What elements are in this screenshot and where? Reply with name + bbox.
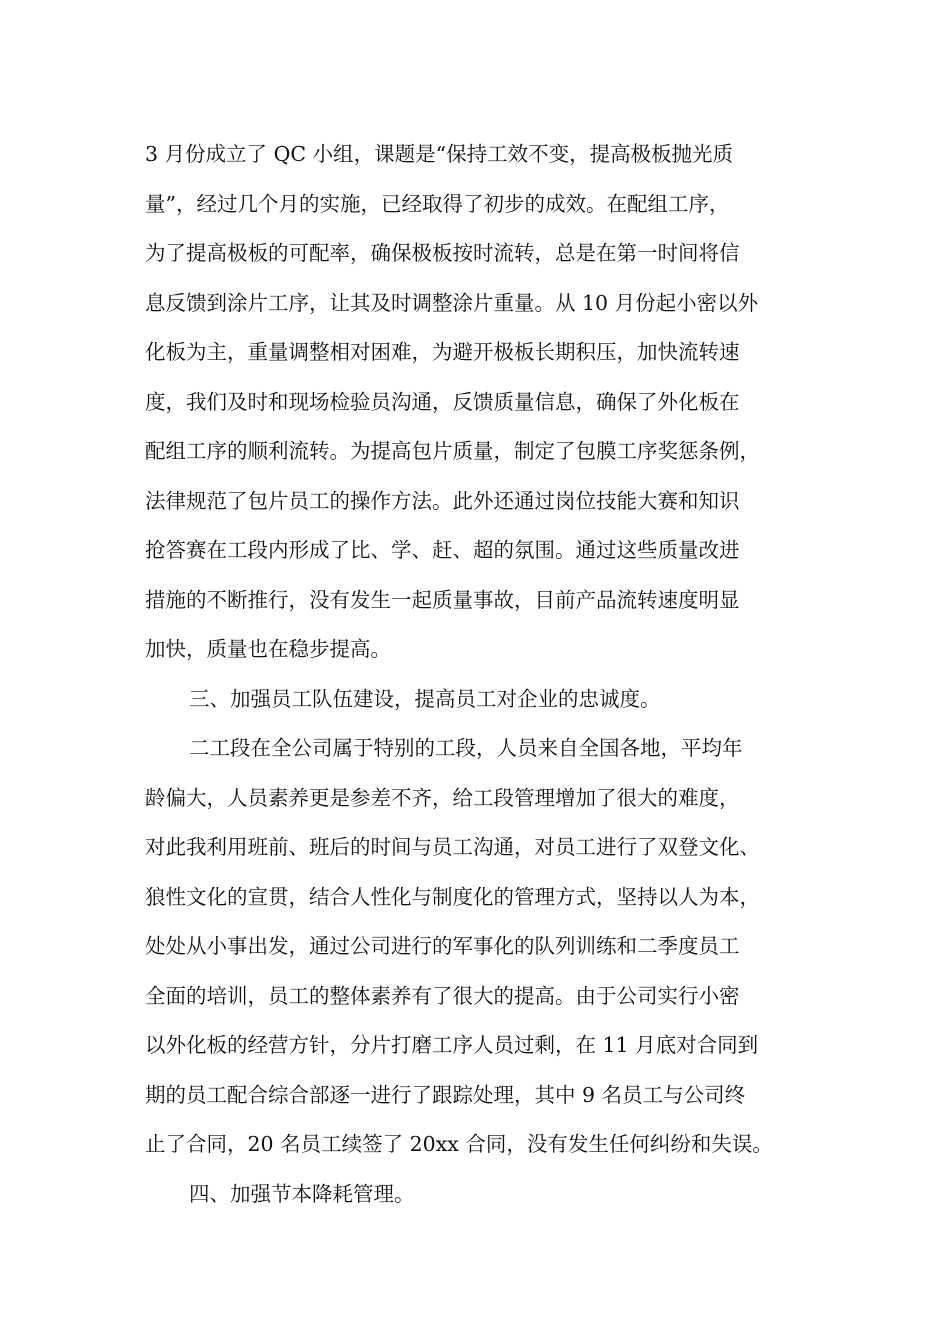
text-line: 以外化板的经营方针，分片打磨工序人员过剩，在 11 月底对合同到 bbox=[145, 1033, 759, 1057]
text-line: 为了提高极板的可配率，确保极板按时流转，总是在第一时间将信 bbox=[145, 241, 740, 265]
text-line: 化板为主，重量调整相对困难，为避开极板长期积压，加快流转速 bbox=[145, 340, 740, 364]
text-line: 加快，质量也在稳步提高。 bbox=[145, 637, 391, 661]
text-line: 二工段在全公司属于特别的工段，人员来自全国各地，平均年 bbox=[189, 736, 743, 760]
document-body bbox=[145, 130, 825, 1219]
text-line: 3 月份成立了 QC 小组，课题是“保持工效不变，提高极板抛光质 bbox=[145, 142, 734, 166]
text-line: 期的员工配合综合部逐一进行了跟踪处理，其中 9 名员工与公司终 bbox=[145, 1082, 746, 1107]
paragraph-quality-improvement bbox=[145, 130, 825, 675]
text-line: 处处从小事出发，通过公司进行的军事化的队列训练和二季度员工 bbox=[145, 934, 740, 958]
text-line: 止了合同，20 名员工续签了 20xx 合同，没有发生任何纠纷和失误。 bbox=[145, 1132, 773, 1156]
text-line: 全面的培训，员工的整体素养有了很大的提高。由于公司实行小密 bbox=[145, 983, 740, 1008]
text-line: 抢答赛在工段内形成了比、学、赶、超的氛围。通过这些质量改进 bbox=[145, 538, 740, 562]
text-line: 配组工序的顺利流转。为提高包片质量，制定了包膜工序奖惩条例， bbox=[145, 439, 760, 463]
text-line: 度，我们及时和现场检验员沟通，反馈质量信息，确保了外化板在 bbox=[145, 389, 740, 414]
heading-text: 四、加强节本降耗管理。 bbox=[189, 1181, 415, 1206]
text-line: 狼性文化的宣贯，结合人性化与制度化的管理方式，坚持以人为本， bbox=[145, 884, 760, 909]
section-heading-staff-building bbox=[145, 675, 825, 725]
paragraph-staff-management bbox=[145, 724, 825, 1170]
text-line: 息反馈到涂片工序，让其及时调整涂片重量。从 10 月份起小密以外 bbox=[145, 290, 759, 315]
text-line: 措施的不断推行，没有发生一起质量事故，目前产品流转速度明显 bbox=[145, 587, 740, 612]
text-line: 龄偏大，人员素养更是参差不齐，给工段管理增加了很大的难度， bbox=[145, 785, 740, 810]
heading-text: 三、加强员工队伍建设，提高员工对企业的忠诚度。 bbox=[189, 686, 661, 711]
text-line: 对此我利用班前、班后的时间与员工沟通，对员工进行了双登文化、 bbox=[145, 835, 760, 859]
text-line: 法律规范了包片员工的操作方法。此外还通过岗位技能大赛和知识 bbox=[145, 488, 740, 513]
text-line: 量”，经过几个月的实施，已经取得了初步的成效。在配组工序， bbox=[145, 191, 730, 216]
section-heading-cost-reduction bbox=[145, 1170, 825, 1220]
